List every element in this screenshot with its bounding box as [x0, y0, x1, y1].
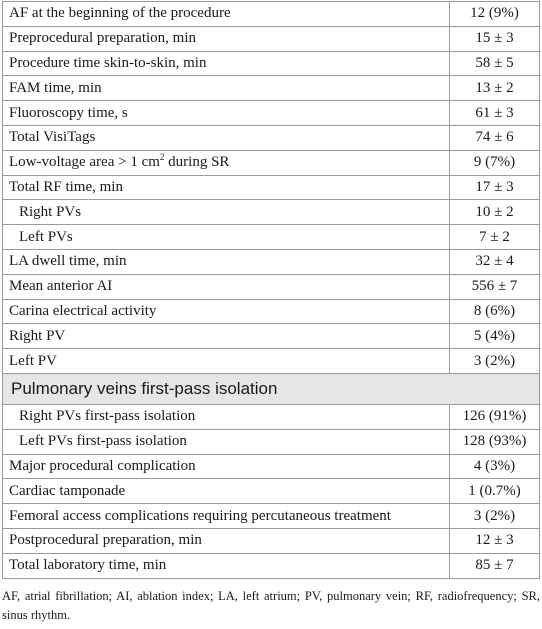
row-label: Total VisiTags: [3, 125, 450, 150]
row-label: FAM time, min: [3, 76, 450, 101]
procedural-data-table: [2, 1, 540, 579]
section-header-row: [3, 373, 540, 404]
table-row: [3, 504, 540, 529]
table-row: [3, 150, 540, 175]
row-value: 85 ± 7: [450, 553, 540, 578]
table-row: [3, 26, 540, 51]
table-row: [3, 479, 540, 504]
row-label: Low-voltage area > 1 $cm^2$ during SR: [3, 150, 450, 175]
row-value: 58 ± 5: [450, 51, 540, 76]
table-row: [3, 299, 540, 324]
table-row: [3, 274, 540, 299]
row-value: 3 (2%): [450, 349, 540, 374]
table-row: [3, 324, 540, 349]
table-row: [3, 76, 540, 101]
row-value: 12 (9%): [450, 2, 540, 27]
table-row: [3, 2, 540, 27]
row-label: Postprocedural preparation, min: [3, 528, 450, 553]
row-value: 15 ± 3: [450, 26, 540, 51]
row-value: 12 ± 3: [450, 528, 540, 553]
row-value: 9 (7%): [450, 150, 540, 175]
table-row: [3, 404, 540, 429]
row-value: 17 ± 3: [450, 175, 540, 200]
table-row: [3, 101, 540, 126]
row-label: Total RF time, min: [3, 175, 450, 200]
table-row: [3, 528, 540, 553]
table-row: [3, 225, 540, 250]
section-title: Pulmonary veins first-pass isolation: [3, 373, 540, 404]
row-value: 5 (4%): [450, 324, 540, 349]
row-value: 7 ± 2: [450, 225, 540, 250]
row-label: Total laboratory time, min: [3, 553, 450, 578]
row-label: Mean anterior AI: [3, 274, 450, 299]
table-row: [3, 249, 540, 274]
table-row: [3, 429, 540, 454]
row-value: 126 (91%): [450, 404, 540, 429]
row-label: Cardiac tamponade: [3, 479, 450, 504]
row-value: 556 ± 7: [450, 274, 540, 299]
row-label: Right PV: [3, 324, 450, 349]
superscript: 2: [159, 152, 165, 163]
row-label: Procedure time skin-to-skin, min: [3, 51, 450, 76]
table-row: [3, 200, 540, 225]
row-label: Carina electrical activity: [3, 299, 450, 324]
table-body-bottom: [3, 404, 540, 578]
row-value: 32 ± 4: [450, 249, 540, 274]
table-row: [3, 51, 540, 76]
row-label: Left PVs first-pass isolation: [3, 429, 450, 454]
table-section: [3, 373, 540, 404]
row-value: 61 ± 3: [450, 101, 540, 126]
table-row: [3, 175, 540, 200]
row-label: Right PVs: [3, 200, 450, 225]
row-value: 8 (6%): [450, 299, 540, 324]
row-label: Major procedural complication: [3, 454, 450, 479]
row-label: Preprocedural preparation, min: [3, 26, 450, 51]
row-value: 74 ± 6: [450, 125, 540, 150]
row-label: Right PVs first-pass isolation: [3, 404, 450, 429]
table-footnote: AF, atrial fibrillation; AI, ablation index; LA, left atrium; PV, pulmonary vein; RF, radiofrequency; SR, sinus rhythm.: [2, 589, 540, 622]
table-row: [3, 553, 540, 578]
table-row: [3, 125, 540, 150]
table-row: [3, 349, 540, 374]
row-label: Fluoroscopy time, s: [3, 101, 450, 126]
row-label: Femoral access complications requiring percutaneous treatment: [3, 504, 450, 529]
row-value: 128 (93%): [450, 429, 540, 454]
row-label: LA dwell time, min: [3, 249, 450, 274]
row-value: 3 (2%): [450, 504, 540, 529]
row-label: Left PVs: [3, 225, 450, 250]
row-value: 4 (3%): [450, 454, 540, 479]
row-label: Left PV: [3, 349, 450, 374]
row-label: AF at the beginning of the procedure: [3, 2, 450, 27]
row-value: 13 ± 2: [450, 76, 540, 101]
row-value: 1 (0.7%): [450, 479, 540, 504]
table-row: [3, 454, 540, 479]
row-value: 10 ± 2: [450, 200, 540, 225]
table-body-top: [3, 2, 540, 374]
